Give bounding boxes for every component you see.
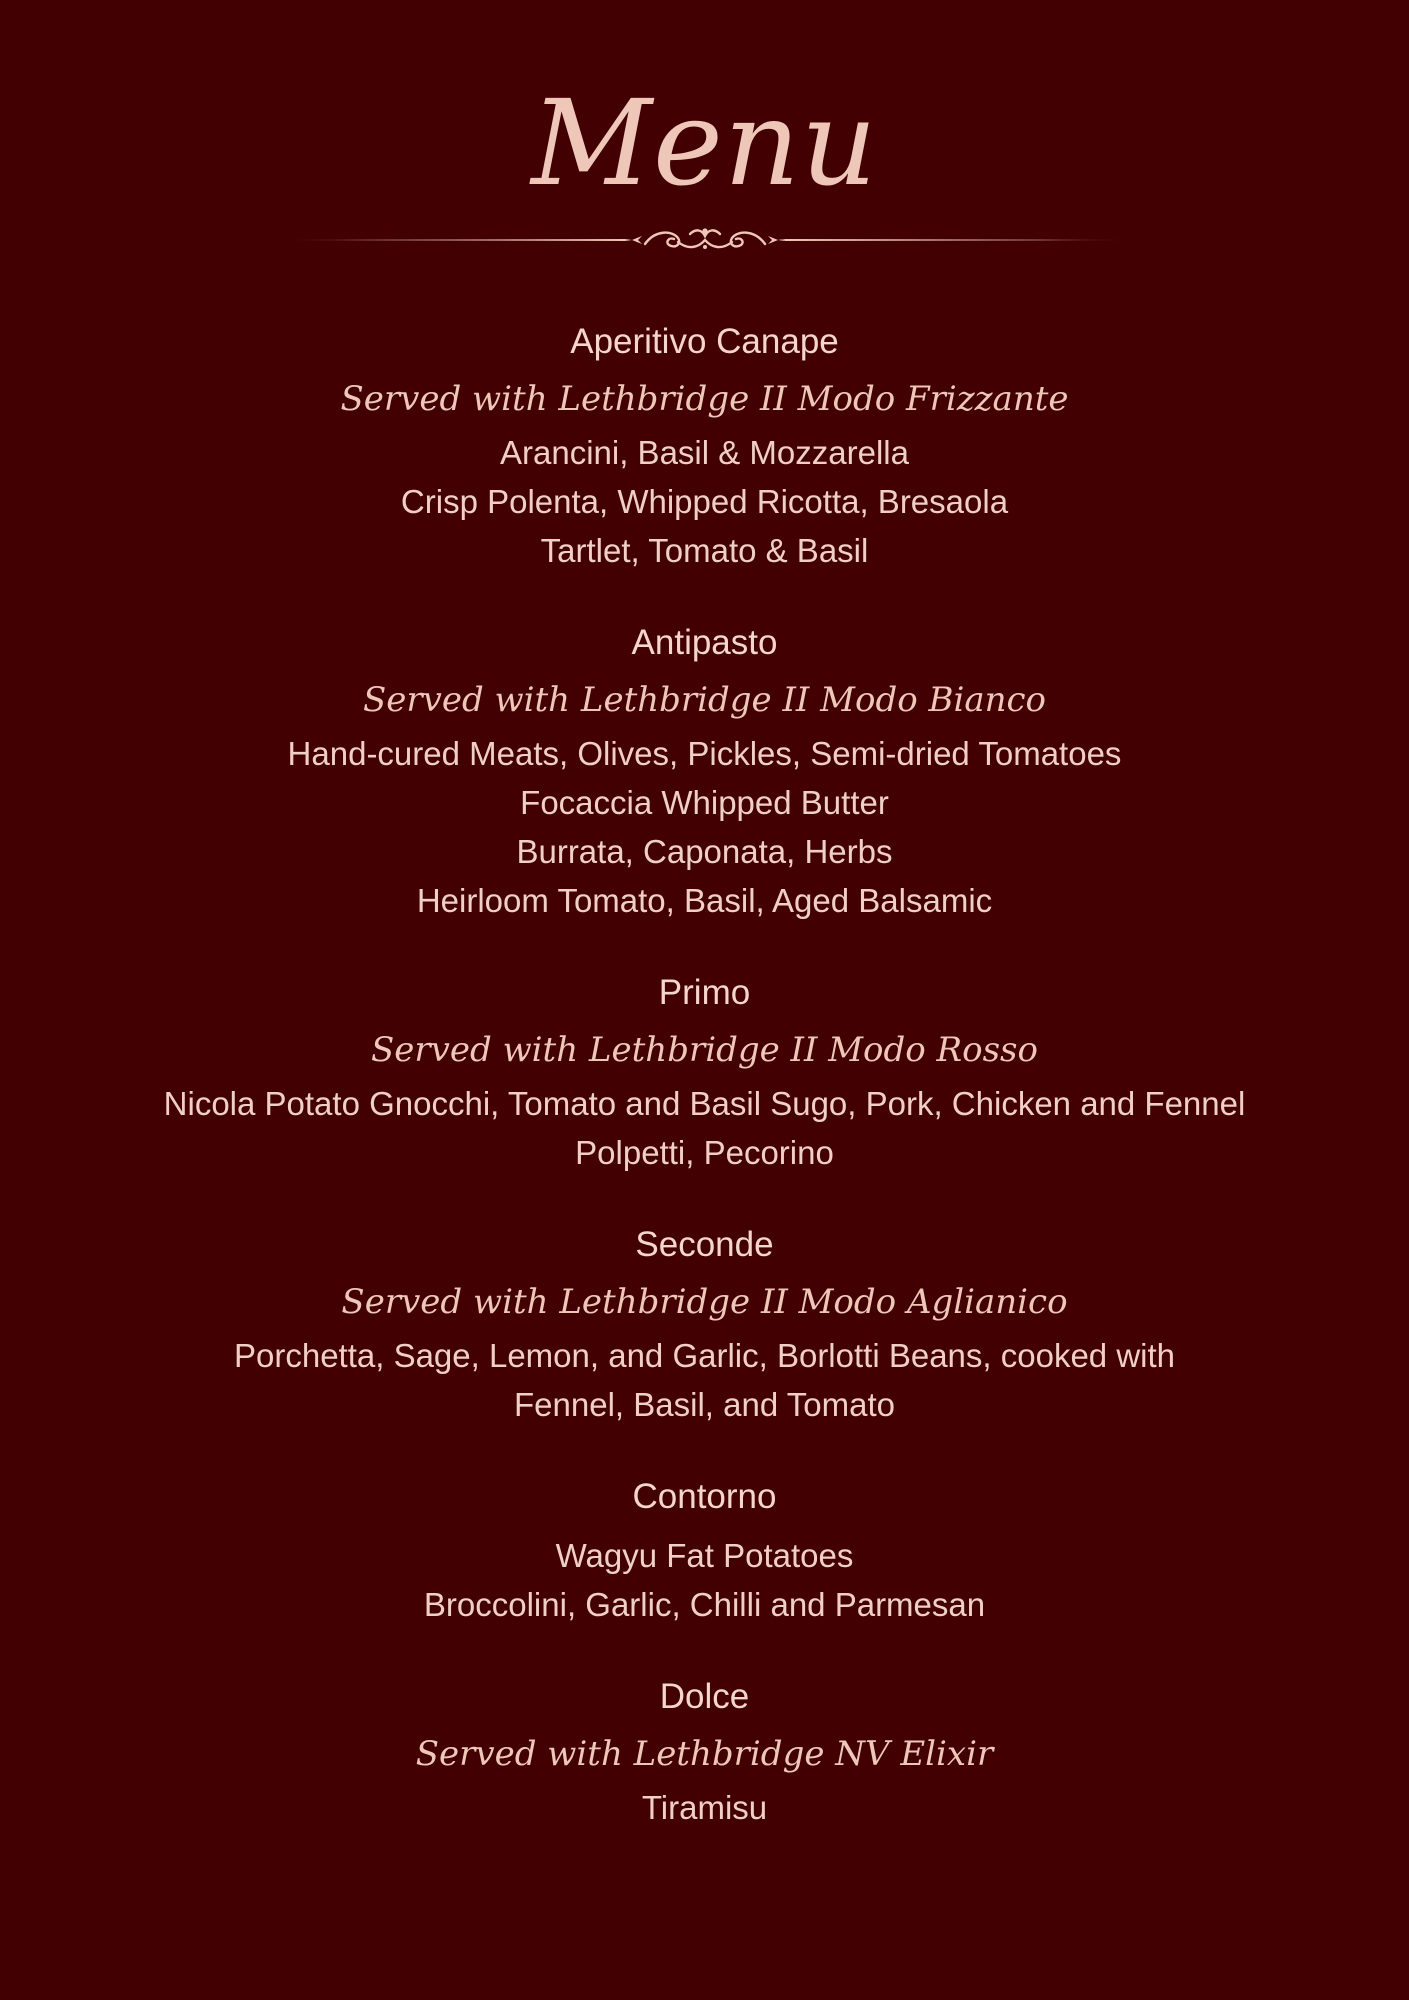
dish-list [0, 1331, 1409, 1429]
section-heading: Primo [658, 973, 751, 1012]
wine-pairing: Served with Lethbridge II Modo Aglianico [341, 1282, 1068, 1322]
menu-section-dolce [0, 1673, 1409, 1832]
dish-list [0, 729, 1409, 925]
dish-item: Burrata, Caponata, Herbs [516, 833, 893, 870]
dish-list [0, 1079, 1409, 1177]
section-heading: Seconde [635, 1225, 774, 1264]
menu-section-primo [0, 969, 1409, 1177]
dish-item: Heirloom Tomato, Basil, Aged Balsamic [416, 882, 993, 919]
dish-list [0, 1531, 1409, 1629]
dish-list [0, 428, 1409, 575]
dish-item: Tiramisu [641, 1789, 768, 1826]
wine-pairing: Served with Lethbridge II Modo Rosso [371, 1030, 1038, 1070]
dish-item: Porchetta, Sage, Lemon, and Garlic, Borlotti Beans, cooked with Fennel, Basil, and Tomato [233, 1337, 1175, 1423]
dish-item: Tartlet, Tomato & Basil [540, 532, 869, 569]
wine-pairing: Served with Lethbridge II Modo Bianco [362, 680, 1047, 720]
wine-pairing: Served with Lethbridge NV Elixir [415, 1734, 994, 1774]
dish-item: Focaccia Whipped Butter [520, 784, 889, 821]
wine-pairing: Served with Lethbridge II Modo Frizzante [340, 379, 1069, 419]
dish-item: Arancini, Basil & Mozzarella [500, 434, 909, 471]
menu-section-aperitivo [0, 318, 1409, 575]
dish-item: Crisp Polenta, Whipped Ricotta, Bresaola [400, 483, 1009, 520]
ornamental-divider-icon [280, 222, 1130, 262]
section-heading: Aperitivo Canape [570, 322, 839, 361]
section-heading: Antipasto [631, 623, 778, 662]
menu-section-contorno [0, 1473, 1409, 1629]
section-heading: Dolce [659, 1677, 750, 1716]
section-heading: Contorno [632, 1477, 777, 1516]
dish-item: Nicola Potato Gnocchi, Tomato and Basil Sugo, Pork, Chicken and Fennel Polpetti, Pecorino [163, 1085, 1246, 1171]
menu-title: Menu [531, 74, 878, 212]
dish-list [0, 1783, 1409, 1832]
dish-item: Broccolini, Garlic, Chilli and Parmesan [423, 1586, 986, 1623]
menu-section-antipasto [0, 619, 1409, 925]
dish-item: Wagyu Fat Potatoes [555, 1537, 854, 1574]
menu-sections [0, 318, 1409, 1876]
dish-item: Hand-cured Meats, Olives, Pickles, Semi-dried Tomatoes [287, 735, 1122, 772]
menu-section-seconde [0, 1221, 1409, 1429]
